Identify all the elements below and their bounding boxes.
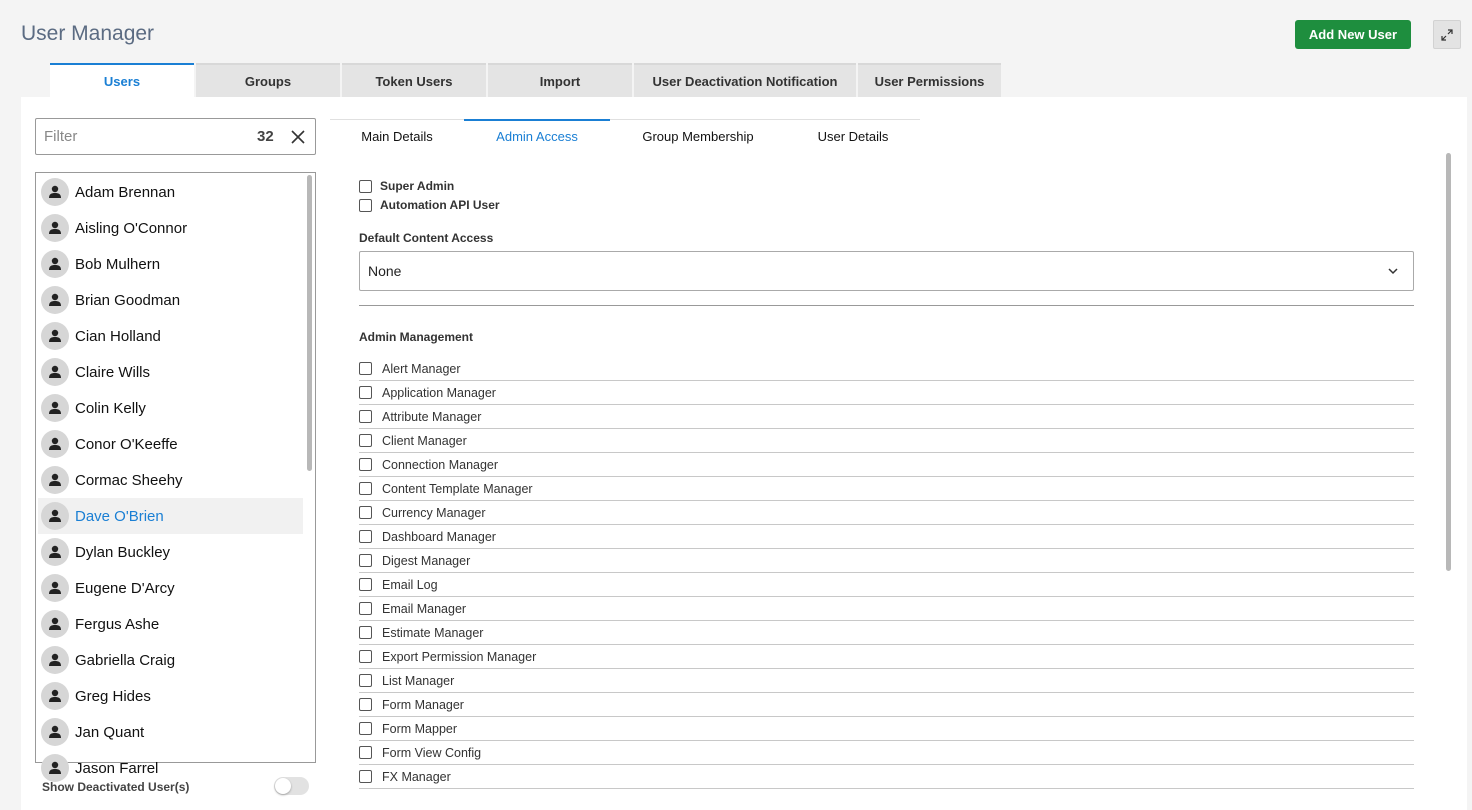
permission-row [359, 453, 1414, 477]
permission-checkbox[interactable] [359, 746, 372, 759]
avatar [41, 214, 69, 242]
user-name: Fergus Ashe [75, 615, 160, 633]
main-scrollbar[interactable] [1446, 153, 1451, 571]
tab-users[interactable]: Users [50, 63, 194, 97]
permission-row [359, 717, 1414, 741]
avatar [41, 610, 69, 638]
close-icon[interactable] [289, 128, 307, 146]
permission-label: Attribute Manager [382, 409, 482, 424]
permission-row [359, 501, 1414, 525]
user-list-item[interactable] [38, 426, 303, 462]
permission-row [359, 597, 1414, 621]
permission-label: Client Manager [382, 433, 467, 448]
show-deactivated-label: Show Deactivated User(s) [42, 780, 190, 794]
permission-label: Email Log [382, 577, 438, 592]
permission-label: Form Mapper [382, 721, 458, 736]
user-name: Greg Hides [75, 687, 151, 705]
permission-row [359, 549, 1414, 573]
avatar [41, 502, 69, 530]
user-name: Adam Brennan [75, 183, 176, 201]
user-name: Brian Goodman [75, 291, 181, 309]
super-admin-option [359, 179, 454, 193]
main-tabs [50, 63, 1003, 97]
permission-checkbox[interactable] [359, 698, 372, 711]
permission-row [359, 477, 1414, 501]
permission-row [359, 693, 1414, 717]
tab-import[interactable]: Import [488, 63, 632, 97]
user-icon [47, 220, 63, 236]
permission-label: Form Manager [382, 697, 464, 712]
user-list-item[interactable] [38, 570, 303, 606]
page-title: User Manager [21, 22, 155, 45]
permission-label: Form View Config [382, 745, 482, 760]
user-name: Jason Farrel [75, 759, 159, 777]
user-list-scrollbar[interactable] [307, 175, 312, 471]
subtab-admin-access[interactable]: Admin Access [464, 119, 610, 151]
permission-label: FX Manager [382, 769, 451, 784]
add-new-user-button[interactable]: Add New User [1295, 20, 1411, 49]
toggle-knob [275, 778, 291, 794]
default-content-access-label: Default Content Access [359, 231, 494, 245]
avatar [41, 538, 69, 566]
tab-user-deactivation-notification[interactable]: User Deactivation Notification [634, 63, 856, 97]
tab-user-permissions[interactable]: User Permissions [858, 63, 1001, 97]
user-list-item[interactable] [38, 534, 303, 570]
filter-box [35, 118, 316, 155]
user-icon [47, 652, 63, 668]
permission-row [359, 405, 1414, 429]
user-list-item[interactable] [38, 498, 303, 534]
permission-row [359, 645, 1414, 669]
expand-button[interactable] [1433, 20, 1461, 49]
permission-row [359, 741, 1414, 765]
automation-api-user-checkbox[interactable] [359, 199, 372, 212]
avatar [41, 286, 69, 314]
permission-label: Email Manager [382, 601, 467, 616]
permission-checkbox[interactable] [359, 506, 372, 519]
user-icon [47, 580, 63, 596]
avatar [41, 394, 69, 422]
permission-checkbox[interactable] [359, 458, 372, 471]
user-name: Jan Quant [75, 723, 145, 741]
filter-input[interactable] [44, 128, 244, 145]
user-icon [47, 256, 63, 272]
permission-row [359, 357, 1414, 381]
permission-label: Estimate Manager [382, 625, 484, 640]
permission-row [359, 765, 1414, 789]
show-deactivated-toggle[interactable] [274, 777, 309, 795]
user-icon [47, 688, 63, 704]
permission-checkbox[interactable] [359, 674, 372, 687]
user-icon [47, 184, 63, 200]
user-icon [47, 724, 63, 740]
user-list-item[interactable] [38, 318, 303, 354]
user-list-item[interactable] [38, 606, 303, 642]
super-admin-checkbox[interactable] [359, 180, 372, 193]
user-icon [47, 328, 63, 344]
permission-row [359, 573, 1414, 597]
user-name: Dave O'Brien [75, 507, 164, 525]
subtab-main-details[interactable]: Main Details [361, 128, 433, 144]
user-name: Aisling O'Connor [75, 219, 188, 237]
user-icon [47, 616, 63, 632]
super-admin-label: Super Admin [380, 179, 455, 193]
user-list-item[interactable] [38, 714, 303, 750]
permission-checkbox[interactable] [359, 554, 372, 567]
avatar [41, 250, 69, 278]
avatar [41, 466, 69, 494]
avatar [41, 718, 69, 746]
permission-label: Alert Manager [382, 361, 461, 376]
user-name: Dylan Buckley [75, 543, 171, 561]
permission-label: Digest Manager [382, 553, 471, 568]
permission-label: Application Manager [382, 385, 496, 400]
permission-label: Dashboard Manager [382, 529, 496, 544]
user-subtabs [330, 119, 920, 151]
avatar [41, 754, 69, 782]
user-list-item[interactable] [38, 678, 303, 714]
user-icon [47, 364, 63, 380]
avatar [41, 430, 69, 458]
permission-checkbox[interactable] [359, 434, 372, 447]
permission-label: Connection Manager [382, 457, 499, 472]
chevron-down-icon [1387, 265, 1399, 277]
user-list-item[interactable] [38, 642, 303, 678]
permission-checkbox[interactable] [359, 602, 372, 615]
user-icon [47, 508, 63, 524]
user-icon [47, 292, 63, 308]
user-name: Cian Holland [75, 327, 161, 345]
user-name: Colin Kelly [75, 399, 146, 417]
subtab-group-membership[interactable]: Group Membership [642, 128, 754, 144]
expand-icon [1441, 29, 1453, 41]
permission-checkbox[interactable] [359, 722, 372, 735]
user-icon [47, 760, 63, 776]
user-icon [47, 400, 63, 416]
user-icon [47, 436, 63, 452]
permission-checkbox[interactable] [359, 770, 372, 783]
avatar [41, 646, 69, 674]
user-list-item[interactable] [38, 390, 303, 426]
user-name: Bob Mulhern [75, 255, 161, 273]
avatar [41, 358, 69, 386]
permission-row [359, 525, 1414, 549]
section-divider [359, 305, 1414, 306]
avatar [41, 574, 69, 602]
user-name: Eugene D'Arcy [75, 579, 175, 597]
default-content-access-select[interactable] [359, 251, 1414, 291]
content-panel [21, 97, 1467, 810]
permission-label: Export Permission Manager [382, 649, 537, 664]
avatar [41, 322, 69, 350]
tab-groups[interactable]: Groups [196, 63, 340, 97]
permission-label: List Manager [382, 673, 455, 688]
permission-checkbox[interactable] [359, 578, 372, 591]
permission-row [359, 621, 1414, 645]
user-list[interactable] [35, 172, 316, 777]
automation-api-user-option [359, 198, 500, 212]
automation-api-user-label: Automation API User [380, 198, 500, 212]
tab-token-users[interactable]: Token Users [342, 63, 486, 97]
user-list-item[interactable] [38, 210, 303, 246]
permission-checkbox[interactable] [359, 626, 372, 639]
user-name: Conor O'Keeffe [75, 435, 178, 453]
permission-label: Content Template Manager [382, 481, 533, 496]
permission-row [359, 381, 1414, 405]
user-list-item[interactable] [38, 354, 303, 390]
user-list-item[interactable] [38, 462, 303, 498]
subtab-user-details[interactable]: User Details [817, 128, 889, 144]
user-name: Cormac Sheehy [75, 471, 183, 489]
permission-row [359, 669, 1414, 693]
user-list-item[interactable] [38, 246, 303, 282]
permission-checkbox[interactable] [359, 650, 372, 663]
user-icon [47, 544, 63, 560]
permission-row [359, 429, 1414, 453]
avatar [41, 178, 69, 206]
user-icon [47, 472, 63, 488]
user-list-item[interactable] [38, 174, 303, 210]
permission-checkbox[interactable] [359, 482, 372, 495]
user-count: 32 [257, 128, 274, 145]
permission-label: Currency Manager [382, 505, 486, 520]
admin-management-label: Admin Management [359, 330, 474, 344]
permission-checkbox[interactable] [359, 530, 372, 543]
permission-checkbox[interactable] [359, 362, 372, 375]
user-name: Gabriella Craig [75, 651, 176, 669]
avatar [41, 682, 69, 710]
user-list-item[interactable] [38, 282, 303, 318]
permission-checkbox[interactable] [359, 410, 372, 423]
user-name: Claire Wills [75, 363, 150, 381]
permission-checkbox[interactable] [359, 386, 372, 399]
default-content-access-value: None [368, 263, 402, 279]
